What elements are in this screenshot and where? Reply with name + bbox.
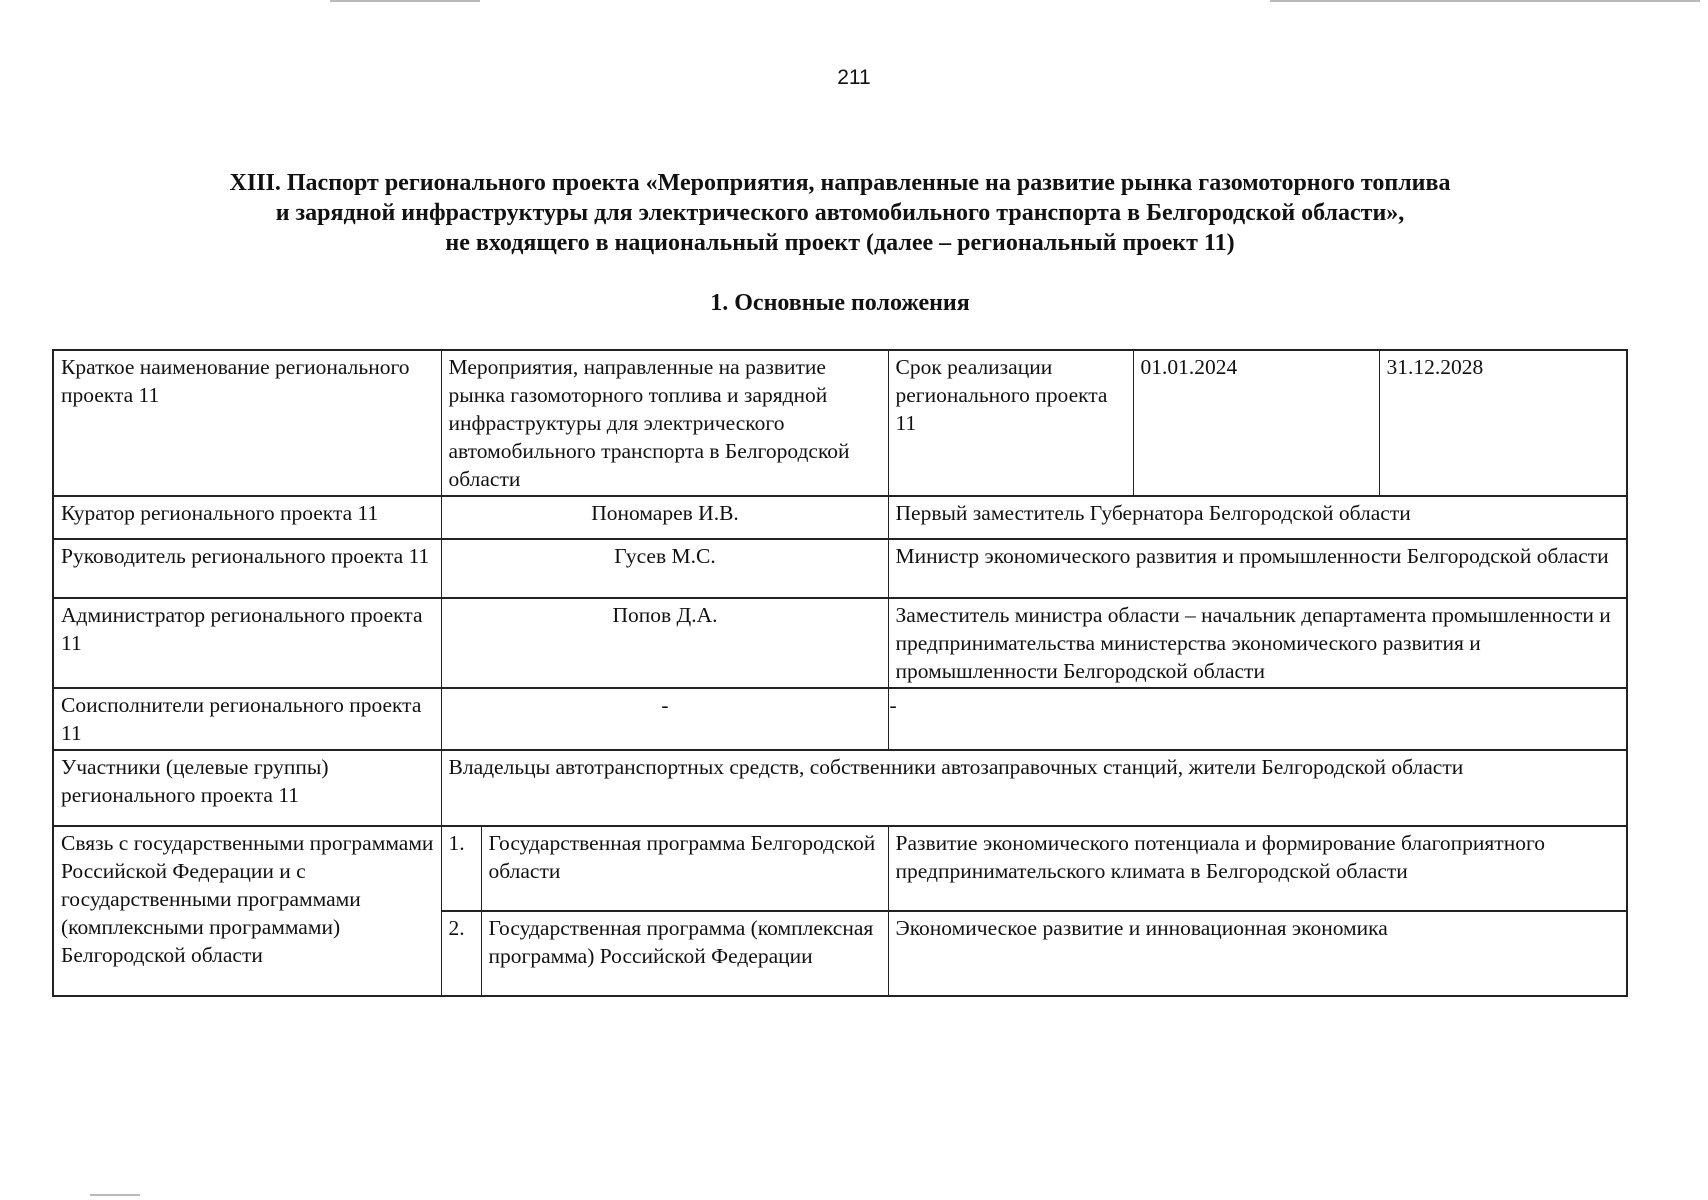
head-position: Министр экономического развития и промышленности Белгородской области	[888, 539, 1627, 598]
curator-label: Куратор регионального проекта 11	[53, 496, 441, 539]
title-line: и зарядной инфраструктуры для электрического автомобильного транспорта в Белгородской области»,	[275, 200, 1405, 226]
table-row	[53, 688, 1627, 750]
curator-position: Первый заместитель Губернатора Белгородской области	[888, 496, 1627, 539]
co-executors-position: -	[888, 688, 1627, 750]
scan-artifact	[330, 0, 480, 2]
section-title: 1. Основные положения	[710, 290, 970, 316]
program-number: 1.	[441, 826, 481, 911]
head-name: Гусев М.С.	[441, 539, 888, 598]
program-name: Экономическое развитие и инновационная экономика	[888, 911, 1627, 996]
administrator-position: Заместитель министра области – начальник департамента промышленности и предпринимательства министерства экономического развития и промышленности Белгородской области	[888, 598, 1627, 688]
short-name-label: Краткое наименование регионального проекта 11	[53, 350, 441, 496]
participants-label: Участники (целевые группы) регионального проекта 11	[53, 750, 441, 826]
program-number: 2.	[441, 911, 481, 996]
title-line: не входящего в национальный проект (далее – региональный проект 11)	[445, 230, 1235, 256]
administrator-label: Администратор регионального проекта 11	[53, 598, 441, 688]
start-date: 01.01.2024	[1133, 350, 1379, 496]
document-title	[60, 168, 1620, 258]
end-date: 31.12.2028	[1379, 350, 1627, 496]
table-row	[53, 826, 1627, 911]
programs-label: Связь с государственными программами Российской Федерации и с государственными программами (комплексными программами) Белгородской области	[53, 826, 441, 996]
period-label: Срок реализации регионального проекта 11	[888, 350, 1133, 496]
passport-table	[52, 349, 1628, 997]
short-name-value: Мероприятия, направленные на развитие рынка газомоторного топлива и зарядной инфраструктуры для электрического автомобильного транспорта в Белгородской области	[441, 350, 888, 496]
program-type: Государственная программа Белгородской области	[481, 826, 888, 911]
co-executors-name: -	[441, 688, 888, 750]
table-row	[53, 539, 1627, 598]
table-row	[53, 750, 1627, 826]
head-label: Руководитель регионального проекта 11	[53, 539, 441, 598]
program-type: Государственная программа (комплексная программа) Российской Федерации	[481, 911, 888, 996]
co-executors-label: Соисполнители регионального проекта 11	[53, 688, 441, 750]
scan-artifact	[1270, 0, 1700, 2]
scan-artifact	[90, 1194, 140, 1196]
participants-value: Владельцы автотранспортных средств, собственники автозаправочных станций, жители Белгородской области	[441, 750, 1627, 826]
table-row	[53, 496, 1627, 539]
page-number: 211	[837, 66, 871, 89]
table-row	[53, 598, 1627, 688]
title-line: XIII. Паспорт регионального проекта «Мероприятия, направленные на развитие рынка газомоторного топлива	[229, 170, 1451, 196]
program-name: Развитие экономического потенциала и формирование благоприятного предпринимательского климата в Белгородской области	[888, 826, 1627, 911]
table-row	[53, 350, 1627, 496]
curator-name: Пономарев И.В.	[441, 496, 888, 539]
administrator-name: Попов Д.А.	[441, 598, 888, 688]
